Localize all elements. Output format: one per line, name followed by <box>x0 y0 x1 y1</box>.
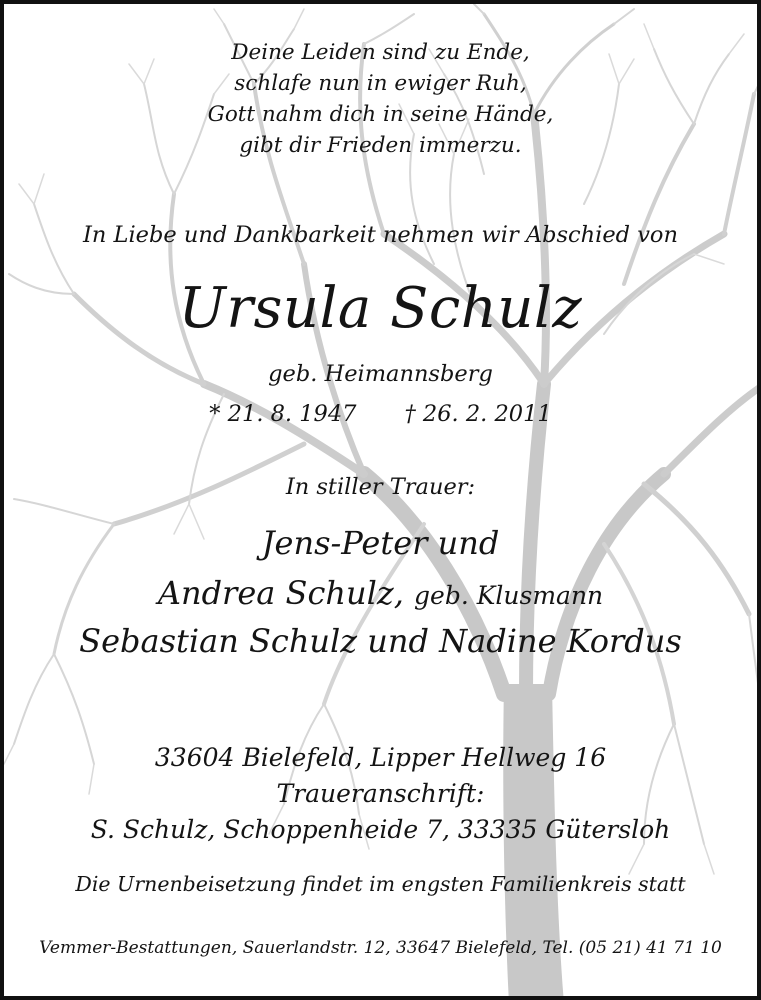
mourning-address: S. Schulz, Schoppenheide 7, 33335 Gütersloh <box>90 815 671 844</box>
birth-date: * 21. 8. 1947 <box>209 401 357 427</box>
undertaker-info: Vemmer-Bestattungen, Sauerlandstr. 12, 33647 Bielefeld, Tel. (05 21) 41 71 10 <box>39 938 722 958</box>
maiden-name: geb. Heimannsberg <box>268 361 493 387</box>
family-line-1: Jens-Peter und <box>261 524 500 562</box>
poem-line-3: Gott nahm dich in seine Hände, <box>207 102 554 127</box>
death-date: † 26. 2. 2011 <box>404 401 552 427</box>
family-name-andrea: Andrea Schulz, <box>157 574 404 612</box>
home-address: 33604 Bielefeld, Lipper Hellweg 16 <box>154 743 607 772</box>
mourning-address-label: Traueranschrift: <box>276 779 485 808</box>
life-dates <box>4 401 757 427</box>
poem-line-2: schlafe nun in ewiger Ruh, <box>234 71 527 96</box>
intro-text: In Liebe und Dankbarkeit nehmen wir Abschied von <box>83 222 678 248</box>
family-line-3: Sebastian Schulz und Nadine Kordus <box>79 622 682 660</box>
poem-line-4: gibt dir Frieden immerzu. <box>239 133 522 158</box>
burial-note: Die Urnenbeisetzung findet im engsten Familienkreis statt <box>75 872 686 896</box>
family-maiden-klusmann: geb. Klusmann <box>414 581 604 610</box>
poem-line-1: Deine Leiden sind zu Ende, <box>231 40 530 65</box>
deceased-name: Ursula Schulz <box>178 276 583 341</box>
mourning-label: In stiller Trauer: <box>285 474 476 500</box>
family-line-2 <box>4 574 757 612</box>
